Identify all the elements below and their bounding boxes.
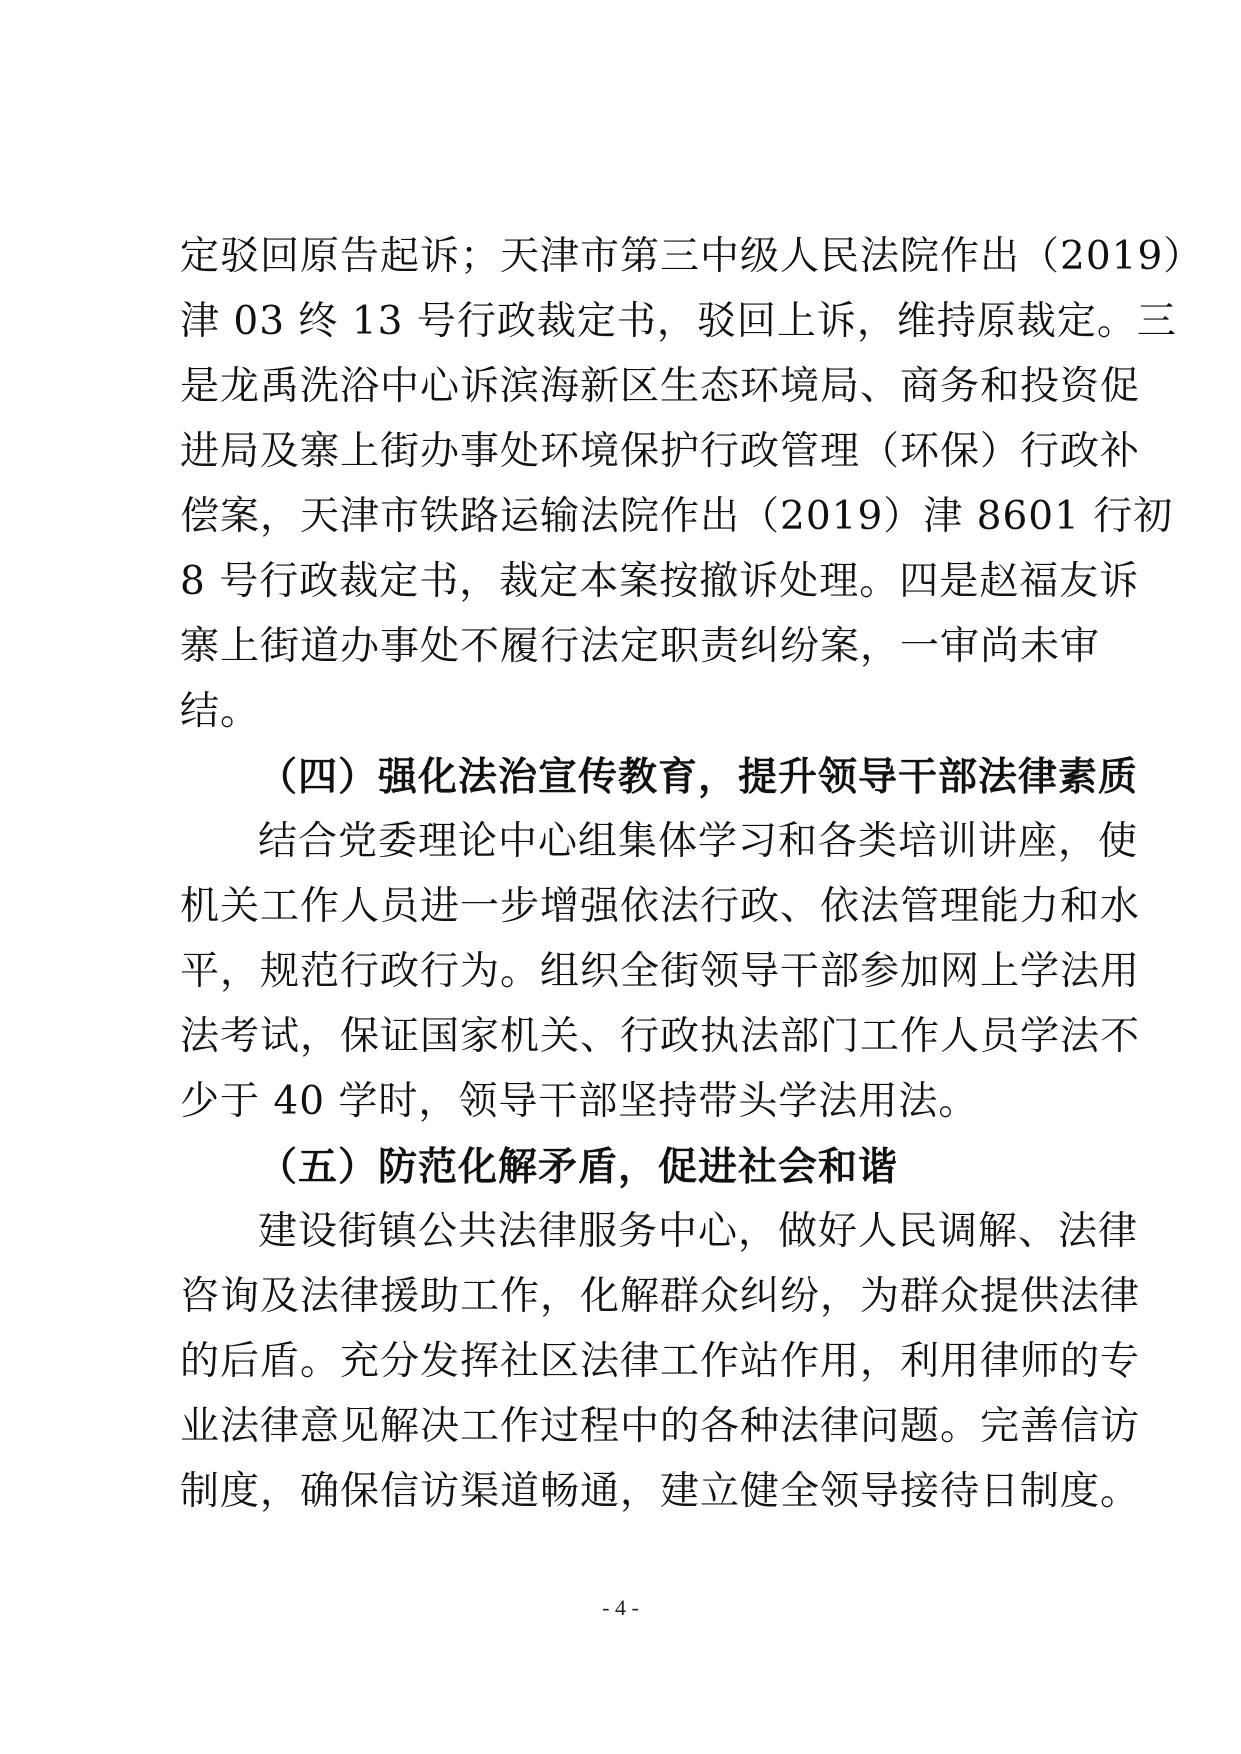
section-heading: （五）防范化解矛盾，促进社会和谐 xyxy=(258,1144,899,1190)
body-text-line: 业法律意见解决工作过程中的各种法律问题。完善信访 xyxy=(180,1404,1141,1449)
body-text-line: 进局及寨上街办事处环境保护行政管理（环保）行政补 xyxy=(180,429,1141,474)
body-text-line: 结合党委理论中心组集体学习和各类培训讲座，使 xyxy=(258,819,1139,864)
body-text-line: 的后盾。充分发挥社区法律工作站作用，利用律师的专 xyxy=(180,1339,1141,1384)
body-text-line: 制度，确保信访渠道畅通，建立健全领导接待日制度。 xyxy=(180,1469,1141,1514)
body-text-line: 建设街镇公共法律服务中心，做好人民调解、法律 xyxy=(258,1209,1139,1254)
body-text-line: 结。 xyxy=(180,689,261,734)
body-text-line: 是龙禹洗浴中心诉滨海新区生态环境局、商务和投资促 xyxy=(180,364,1141,409)
body-text-line: 咨询及法律援助工作，化解群众纠纷，为群众提供法律 xyxy=(180,1274,1141,1319)
body-text-line: 机关工作人员进一步增强依法行政、依法管理能力和水 xyxy=(180,884,1141,929)
page-number: - 4 - xyxy=(602,1595,639,1620)
body-text-line: 偿案，天津市铁路运输法院作出（2019）津 8601 行初 xyxy=(180,494,1174,539)
body-text-line: 寨上街道办事处不履行法定职责纠纷案，一审尚未审 xyxy=(180,624,1101,669)
body-text-line: 法考试，保证国家机关、行政执法部门工作人员学法不 xyxy=(180,1014,1141,1059)
body-text-line: 少于 40 学时，领导干部坚持带头学法用法。 xyxy=(180,1079,979,1124)
body-text-line: 8 号行政裁定书，裁定本案按撤诉处理。四是赵福友诉 xyxy=(180,559,1140,604)
body-text-line: 定驳回原告起诉；天津市第三中级人民法院作出（2019） xyxy=(180,234,1204,279)
section-heading: （四）强化法治宣传教育，提升领导干部法律素质 xyxy=(258,754,1139,800)
body-text-line: 津 03 终 13 号行政裁定书，驳回上诉，维持原裁定。三 xyxy=(180,299,1177,344)
body-text-line: 平，规范行政行为。组织全街领导干部参加网上学法用 xyxy=(180,949,1141,994)
